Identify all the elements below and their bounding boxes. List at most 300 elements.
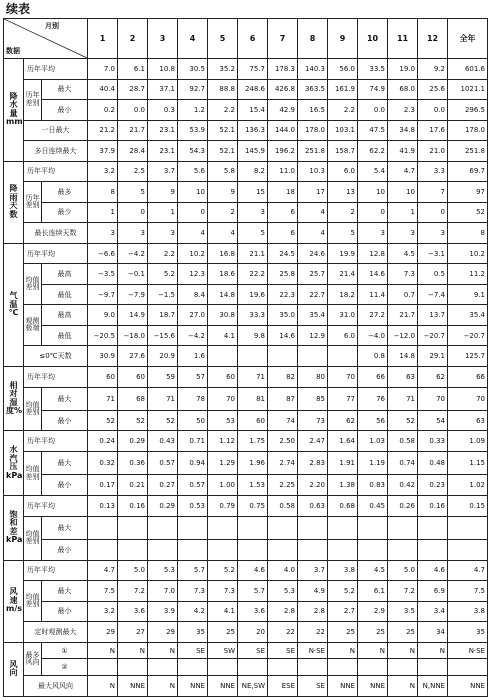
- climate-table: [3, 18, 487, 697]
- data-cell: 0.48: [418, 452, 448, 475]
- data-cell: 87: [268, 387, 298, 410]
- data-cell: N: [148, 676, 178, 697]
- annual-cell: 1021.1: [448, 79, 488, 100]
- table-row: [4, 325, 488, 346]
- data-cell: 70: [328, 366, 358, 387]
- data-cell: 25.6: [418, 79, 448, 100]
- data-cell: 1.12: [208, 431, 238, 452]
- data-cell: 3: [388, 223, 418, 244]
- annual-cell: 125.7: [448, 346, 488, 367]
- data-cell: 14.8: [388, 346, 418, 367]
- corner-cell: [4, 19, 88, 59]
- data-cell: 18.2: [328, 284, 358, 305]
- table-row: [4, 161, 488, 182]
- data-cell: 140.3: [298, 59, 328, 80]
- row-label: 最大: [42, 387, 88, 410]
- data-cell: 7.2: [118, 581, 148, 602]
- row-sublabel: 均值差别: [24, 581, 42, 622]
- data-cell: 0.17: [88, 475, 118, 496]
- row-label: 历年平均: [24, 161, 88, 182]
- data-cell: 5.4: [358, 161, 388, 182]
- table-row: [4, 79, 488, 100]
- data-cell: [118, 516, 148, 539]
- data-cell: 2.2: [208, 100, 238, 121]
- data-cell: −20.5: [88, 325, 118, 346]
- data-cell: [118, 539, 148, 560]
- data-cell: 0.7: [388, 284, 418, 305]
- data-cell: −7.4: [418, 284, 448, 305]
- data-cell: 34: [418, 622, 448, 643]
- data-cell: 0.74: [388, 452, 418, 475]
- data-cell: [178, 539, 208, 560]
- wind-direction-category: 风 向: [4, 642, 24, 696]
- data-cell: 0.29: [148, 496, 178, 517]
- data-cell: 4: [298, 223, 328, 244]
- data-cell: 2: [208, 202, 238, 223]
- data-cell: 22: [268, 622, 298, 643]
- data-cell: N·SE: [298, 642, 328, 659]
- precip-category: 降水量 mm: [4, 59, 24, 162]
- data-cell: [238, 346, 268, 367]
- data-cell: 2.20: [298, 475, 328, 496]
- data-cell: 0.29: [118, 431, 148, 452]
- data-cell: 1: [148, 202, 178, 223]
- data-cell: 35.2: [208, 59, 238, 80]
- table-row: [4, 346, 488, 367]
- data-cell: 3: [418, 223, 448, 244]
- month-header: 12: [418, 19, 448, 59]
- data-cell: [208, 346, 238, 367]
- data-cell: 3: [358, 223, 388, 244]
- data-cell: 3.7: [148, 161, 178, 182]
- table-row: [4, 202, 488, 223]
- data-cell: SE: [298, 676, 328, 697]
- data-cell: 3.7: [298, 560, 328, 581]
- data-cell: 178.3: [268, 59, 298, 80]
- row-label: 最大: [42, 452, 88, 475]
- data-cell: [298, 659, 328, 676]
- annual-cell: 4.7: [448, 560, 488, 581]
- annual-cell: 35: [448, 622, 488, 643]
- data-cell: 9.0: [88, 305, 118, 326]
- table-row: [4, 676, 488, 697]
- data-cell: 0.79: [208, 496, 238, 517]
- data-cell: 0.0: [418, 100, 448, 121]
- data-cell: 6: [268, 223, 298, 244]
- data-cell: 4.2: [178, 601, 208, 622]
- data-cell: 2.50: [268, 431, 298, 452]
- data-cell: [328, 516, 358, 539]
- data-cell: [238, 516, 268, 539]
- data-cell: N: [418, 642, 448, 659]
- data-cell: [208, 516, 238, 539]
- data-cell: 66: [358, 366, 388, 387]
- data-cell: N: [118, 642, 148, 659]
- data-cell: −6.6: [88, 243, 118, 264]
- data-cell: SW: [208, 642, 238, 659]
- data-cell: 5: [328, 223, 358, 244]
- corner-month-label: 月别: [45, 22, 60, 30]
- data-cell: 77: [328, 387, 358, 410]
- data-cell: [88, 539, 118, 560]
- data-cell: 5.7: [238, 581, 268, 602]
- data-cell: 73: [298, 410, 328, 431]
- table-row: [4, 141, 488, 162]
- data-cell: 0.58: [268, 496, 298, 517]
- data-cell: 4: [298, 202, 328, 223]
- data-cell: 3: [118, 223, 148, 244]
- data-cell: 10.3: [298, 161, 328, 182]
- data-cell: 75.7: [238, 59, 268, 80]
- annual-cell: 11.2: [448, 264, 488, 285]
- data-cell: 5.2: [328, 581, 358, 602]
- data-cell: 62.2: [358, 141, 388, 162]
- data-cell: −3.1: [418, 243, 448, 264]
- data-cell: N: [328, 642, 358, 659]
- data-cell: 34.8: [388, 120, 418, 141]
- data-cell: 88.8: [208, 79, 238, 100]
- data-cell: 70: [208, 387, 238, 410]
- data-cell: 25: [358, 622, 388, 643]
- data-cell: 0.33: [418, 431, 448, 452]
- data-cell: 74: [268, 410, 298, 431]
- data-cell: 103.1: [328, 120, 358, 141]
- annual-cell: 9.1: [448, 284, 488, 305]
- row-sublabel: 观测极端: [24, 305, 42, 346]
- data-cell: 0.63: [298, 496, 328, 517]
- data-cell: 1.19: [358, 452, 388, 475]
- data-cell: 21.7: [388, 305, 418, 326]
- data-cell: 0.27: [148, 475, 178, 496]
- data-cell: 35.4: [298, 305, 328, 326]
- table-row: [4, 452, 488, 475]
- data-cell: 6.1: [118, 59, 148, 80]
- data-cell: 29: [88, 622, 118, 643]
- table-row: [4, 243, 488, 264]
- row-label: 最多: [42, 182, 88, 203]
- data-cell: 5.2: [148, 264, 178, 285]
- row-label: ≤0℃天数: [24, 346, 88, 367]
- data-cell: 71: [238, 366, 268, 387]
- data-cell: 21.7: [118, 120, 148, 141]
- data-cell: 82: [268, 366, 298, 387]
- data-cell: 54: [418, 410, 448, 431]
- data-cell: [268, 539, 298, 560]
- data-cell: 76: [358, 387, 388, 410]
- data-cell: N: [88, 642, 118, 659]
- data-cell: 68: [118, 387, 148, 410]
- data-cell: 18.6: [208, 264, 238, 285]
- data-cell: 25: [208, 622, 238, 643]
- row-label: 历年平均: [24, 59, 88, 80]
- data-cell: NNE: [208, 676, 238, 697]
- table-row: [4, 410, 488, 431]
- data-cell: 426.8: [268, 79, 298, 100]
- data-cell: 27.0: [178, 305, 208, 326]
- data-cell: 4.6: [238, 560, 268, 581]
- data-cell: NNE: [328, 676, 358, 697]
- data-cell: 52: [148, 410, 178, 431]
- data-cell: 7.2: [388, 581, 418, 602]
- data-cell: 6.0: [328, 161, 358, 182]
- data-cell: [358, 516, 388, 539]
- data-cell: 1.2: [178, 100, 208, 121]
- data-cell: 178.0: [298, 120, 328, 141]
- data-cell: 14.6: [358, 264, 388, 285]
- data-cell: 0: [118, 202, 148, 223]
- data-cell: 78: [178, 387, 208, 410]
- vapor-pressure-category: 水汽压 kPa: [4, 431, 24, 496]
- data-cell: 0.13: [88, 496, 118, 517]
- data-cell: 40.4: [88, 79, 118, 100]
- data-cell: 1: [388, 202, 418, 223]
- data-cell: 0.36: [118, 452, 148, 475]
- data-cell: 29.1: [418, 346, 448, 367]
- annual-header: 全年: [448, 19, 488, 59]
- data-cell: SE: [268, 642, 298, 659]
- data-cell: 0: [358, 202, 388, 223]
- data-cell: 3.3: [418, 161, 448, 182]
- data-cell: 25: [388, 622, 418, 643]
- annual-cell: 178.0: [448, 120, 488, 141]
- data-cell: 12.3: [178, 264, 208, 285]
- data-cell: 161.9: [328, 79, 358, 100]
- data-cell: [268, 516, 298, 539]
- data-cell: −4.2: [178, 325, 208, 346]
- data-cell: 4.1: [208, 325, 238, 346]
- data-cell: 5.2: [208, 560, 238, 581]
- data-cell: 0.16: [118, 496, 148, 517]
- data-cell: 9.8: [238, 325, 268, 346]
- data-cell: 74.9: [358, 79, 388, 100]
- data-cell: 136.3: [238, 120, 268, 141]
- data-cell: [418, 659, 448, 676]
- data-cell: 52.1: [208, 120, 238, 141]
- data-cell: 5: [118, 182, 148, 203]
- data-cell: SE: [178, 642, 208, 659]
- data-cell: 0.57: [178, 475, 208, 496]
- data-cell: [328, 539, 358, 560]
- annual-cell: −20.7: [448, 325, 488, 346]
- data-cell: 0.21: [118, 475, 148, 496]
- data-cell: 363.5: [298, 79, 328, 100]
- data-cell: 71: [388, 387, 418, 410]
- annual-cell: 1.09: [448, 431, 488, 452]
- data-cell: 4.9: [298, 581, 328, 602]
- data-cell: −20.7: [418, 325, 448, 346]
- data-cell: 10: [388, 182, 418, 203]
- row-sublabel: 均值差别: [24, 264, 42, 305]
- data-cell: 0.3: [148, 100, 178, 121]
- data-cell: [208, 659, 238, 676]
- data-cell: 1.96: [238, 452, 268, 475]
- data-cell: 33.3: [238, 305, 268, 326]
- table-row: [4, 539, 488, 560]
- row-label: 最长连续天数: [24, 223, 88, 244]
- data-cell: NNE: [358, 676, 388, 697]
- data-cell: 11.0: [268, 161, 298, 182]
- data-cell: 145.9: [238, 141, 268, 162]
- wind-speed-category: 风 速 m/s: [4, 560, 24, 642]
- continued-title: 续表: [6, 2, 31, 16]
- month-header: 4: [178, 19, 208, 59]
- annual-cell: 296.5: [448, 100, 488, 121]
- data-cell: 22.7: [298, 284, 328, 305]
- data-cell: 0.71: [178, 431, 208, 452]
- data-cell: [148, 516, 178, 539]
- annual-cell: 10.2: [448, 243, 488, 264]
- data-cell: 2: [328, 202, 358, 223]
- data-cell: 0: [418, 202, 448, 223]
- data-cell: 92.7: [178, 79, 208, 100]
- row-label: 最小: [42, 100, 88, 121]
- data-cell: 6.0: [328, 325, 358, 346]
- data-cell: 59: [148, 366, 178, 387]
- data-cell: [178, 516, 208, 539]
- data-cell: [388, 659, 418, 676]
- table-row: [4, 642, 488, 659]
- data-cell: N: [88, 676, 118, 697]
- data-cell: −18.0: [118, 325, 148, 346]
- data-cell: 11.4: [358, 284, 388, 305]
- month-header: 9: [328, 19, 358, 59]
- data-cell: 0.75: [238, 496, 268, 517]
- data-cell: 0.58: [388, 431, 418, 452]
- row-label: 最高: [42, 305, 88, 326]
- row-label: 历年平均: [24, 496, 88, 517]
- data-cell: 7: [418, 182, 448, 203]
- data-cell: 30.5: [178, 59, 208, 80]
- data-cell: −12.0: [388, 325, 418, 346]
- data-cell: 5.0: [118, 560, 148, 581]
- data-cell: 31.0: [328, 305, 358, 326]
- data-cell: 0.8: [358, 346, 388, 367]
- row-label: 最高: [42, 264, 88, 285]
- annual-cell: 69.7: [448, 161, 488, 182]
- row-label: 最小: [42, 475, 88, 496]
- data-cell: 57: [178, 366, 208, 387]
- data-cell: 2.2: [148, 243, 178, 264]
- data-cell: [118, 659, 148, 676]
- data-cell: 5.6: [178, 161, 208, 182]
- table-row: [4, 475, 488, 496]
- data-cell: 68.0: [388, 79, 418, 100]
- data-cell: 4: [208, 223, 238, 244]
- data-cell: 6.9: [418, 581, 448, 602]
- data-cell: 3: [88, 223, 118, 244]
- row-label: 历年平均: [24, 243, 88, 264]
- table-row: [4, 223, 488, 244]
- data-cell: 53.9: [178, 120, 208, 141]
- data-cell: 5.3: [148, 560, 178, 581]
- data-cell: 14.8: [208, 284, 238, 305]
- data-cell: 10.8: [148, 59, 178, 80]
- data-cell: 2.25: [268, 475, 298, 496]
- data-cell: 7.3: [208, 581, 238, 602]
- data-cell: 24.5: [268, 243, 298, 264]
- annual-cell: [448, 539, 488, 560]
- data-cell: 0.53: [178, 496, 208, 517]
- row-label: 最低: [42, 325, 88, 346]
- data-cell: 14.9: [118, 305, 148, 326]
- row-label: 最少: [42, 202, 88, 223]
- data-cell: 144.0: [268, 120, 298, 141]
- data-cell: 30.8: [208, 305, 238, 326]
- data-cell: 5.7: [178, 560, 208, 581]
- data-cell: 7.5: [88, 581, 118, 602]
- annual-cell: 97: [448, 182, 488, 203]
- saturation-deficit-category: 饱和差 kPa: [4, 496, 24, 561]
- data-cell: 30.9: [88, 346, 118, 367]
- data-cell: 0.94: [178, 452, 208, 475]
- row-label: 最大: [42, 79, 88, 100]
- data-cell: 52: [118, 410, 148, 431]
- data-cell: 10: [178, 182, 208, 203]
- data-cell: 47.5: [358, 120, 388, 141]
- humidity-category: 相对湿度%: [4, 366, 24, 431]
- table-row: [4, 622, 488, 643]
- data-cell: 27.2: [358, 305, 388, 326]
- row-label: 多日连续最大: [24, 141, 88, 162]
- data-cell: 27.6: [118, 346, 148, 367]
- annual-cell: 1.02: [448, 475, 488, 496]
- row-label: 最低: [42, 284, 88, 305]
- data-cell: [328, 659, 358, 676]
- data-cell: [238, 539, 268, 560]
- data-cell: 4.5: [358, 560, 388, 581]
- data-cell: [358, 659, 388, 676]
- table-row: [4, 560, 488, 581]
- row-sublabel: 均值差别: [24, 516, 42, 560]
- data-cell: 4.0: [268, 560, 298, 581]
- data-cell: 4.7: [388, 161, 418, 182]
- data-cell: 1.38: [328, 475, 358, 496]
- data-cell: 9: [148, 182, 178, 203]
- data-cell: 16.8: [208, 243, 238, 264]
- row-label: 最小: [42, 410, 88, 431]
- data-cell: 2.8: [268, 601, 298, 622]
- data-cell: 27: [118, 622, 148, 643]
- data-cell: 8.4: [178, 284, 208, 305]
- data-cell: 25.7: [298, 264, 328, 285]
- data-cell: N: [388, 676, 418, 697]
- data-cell: 50: [178, 410, 208, 431]
- row-label: 最大: [42, 516, 88, 539]
- data-cell: 0.32: [88, 452, 118, 475]
- data-cell: 12.9: [298, 325, 328, 346]
- data-cell: 3.8: [328, 560, 358, 581]
- data-cell: 1.03: [358, 431, 388, 452]
- data-cell: 16.5: [298, 100, 328, 121]
- data-cell: 2.47: [298, 431, 328, 452]
- month-header: 1: [88, 19, 118, 59]
- data-cell: 52: [88, 410, 118, 431]
- data-cell: 2.7: [328, 601, 358, 622]
- data-cell: [148, 659, 178, 676]
- data-cell: [88, 659, 118, 676]
- data-cell: 60: [88, 366, 118, 387]
- data-cell: 56: [358, 410, 388, 431]
- data-cell: 71: [88, 387, 118, 410]
- data-cell: 19.6: [238, 284, 268, 305]
- data-cell: 60: [238, 410, 268, 431]
- data-cell: ESE: [268, 676, 298, 697]
- data-cell: 4: [178, 223, 208, 244]
- data-cell: 21.0: [418, 141, 448, 162]
- data-cell: −4.2: [118, 243, 148, 264]
- table-row: [4, 659, 488, 676]
- month-header: 2: [118, 19, 148, 59]
